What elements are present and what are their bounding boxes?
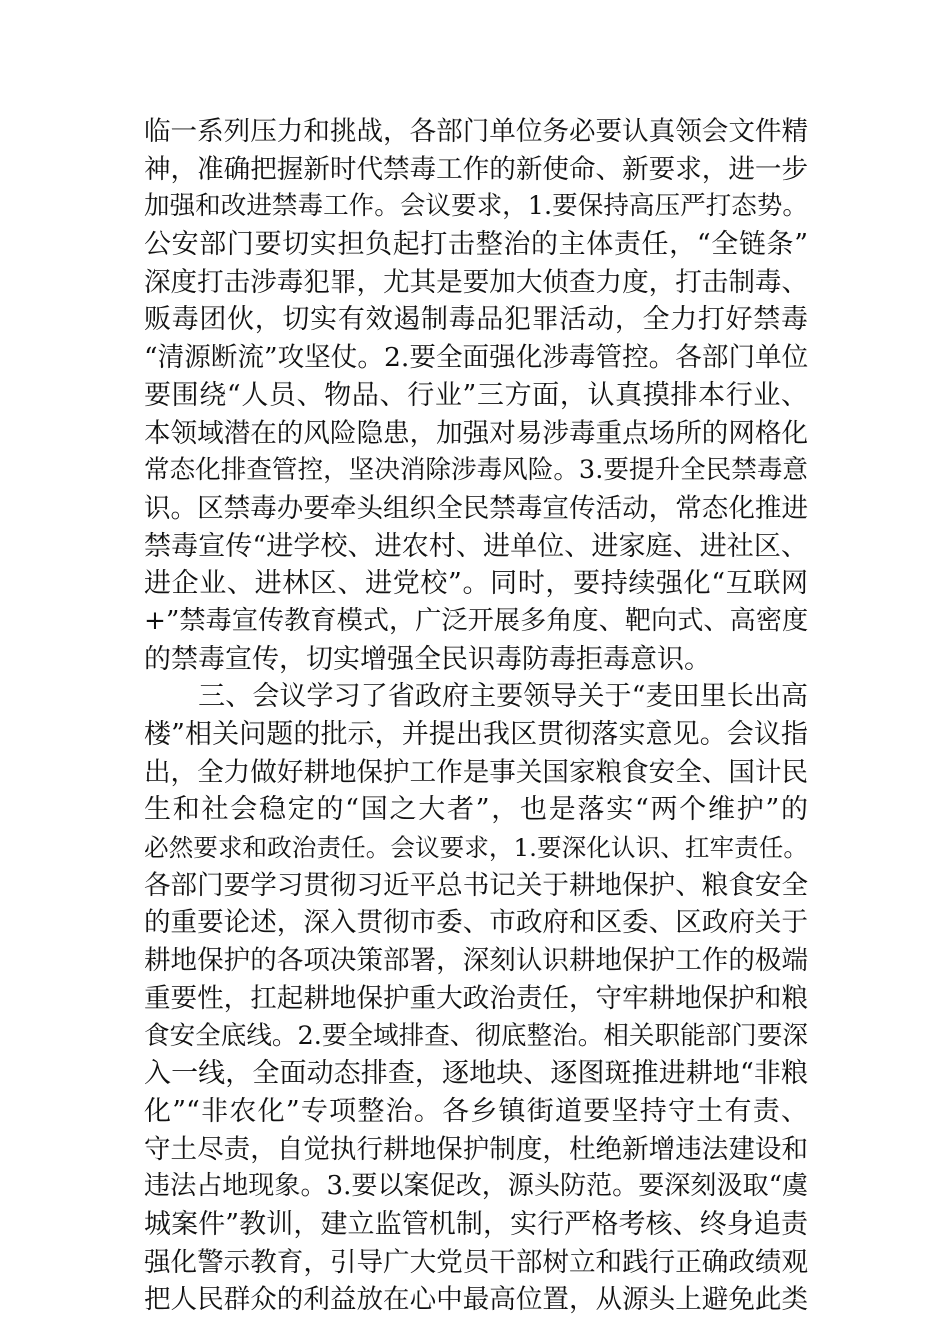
text-line: 公安部门要切实担负起打击整治的主体责任，“全链条” xyxy=(144,229,808,261)
text-line: 必然要求和政治责任。会议要求，1.要深化认识、扛牢责任。 xyxy=(144,833,808,863)
text-line: 神，准确把握新时代禁毒工作的新使命、新要求，进一步 xyxy=(144,153,808,185)
text-line: 本领域潜在的风险隐患，加强对易涉毒重点场所的网格化 xyxy=(144,417,808,449)
text-line: 禁毒宣传“进学校、进农村、进单位、进家庭、进社区、 xyxy=(144,530,808,562)
text-line: 化”“非农化”专项整治。各乡镇街道要坚持守土有责、 xyxy=(144,1095,808,1127)
text-line: 出，全力做好耕地保护工作是事关国家粮食安全、国计民 xyxy=(144,756,808,788)
text-line: 要围绕“人员、物品、行业”三方面，认真摸排本行业、 xyxy=(144,379,808,411)
text-line: 贩毒团伙，切实有效遏制毒品犯罪活动，全力打好禁毒 xyxy=(144,304,808,336)
text-line: 耕地保护的各项决策部署，深刻认识耕地保护工作的极端 xyxy=(144,945,808,977)
text-line: 各部门要学习贯彻习近平总书记关于耕地保护、粮食安全 xyxy=(144,869,808,901)
text-line: 楼”相关问题的批示，并提出我区贯彻落实意见。会议指 xyxy=(144,719,808,750)
text-line: 入一线，全面动态排查，逐地块、逐图斑推进耕地“非粮 xyxy=(144,1058,808,1090)
text-line: 的重要论述，深入贯彻市委、市政府和区委、区政府关于 xyxy=(144,907,808,939)
text-line: 的禁毒宣传，切实增强全民识毒防毒拒毒意识。 xyxy=(144,643,711,675)
text-line: 临一系列压力和挑战，各部门单位务必要认真领会文件精 xyxy=(144,116,808,147)
body-text xyxy=(144,113,808,1319)
text-line: 三、会议学习了省政府主要领导关于“麦田里长出高 xyxy=(144,681,808,713)
text-line: 违法占地现象。3.要以案促改，源头防范。要深刻汲取“虞 xyxy=(144,1171,808,1202)
text-line: 加强和改进禁毒工作。会议要求，1.要保持高压严打态势。 xyxy=(144,191,808,222)
text-line: 重要性，扛起耕地保护重大政治责任，守牢耕地保护和粮 xyxy=(144,982,808,1014)
text-line: 进企业、进林区、进党校”。同时，要持续强化“互联网 xyxy=(144,568,808,600)
text-line: 常态化排查管控，坚决消除涉毒风险。3.要提升全民禁毒意 xyxy=(144,455,808,486)
text-line: 识。区禁毒办要牵头组织全民禁毒宣传活动，常态化推进 xyxy=(144,492,808,524)
text-line: 城案件”教训，建立监管机制，实行严格考核、终身追责 xyxy=(144,1208,808,1240)
text-line: 强化警示教育，引导广大党员干部树立和践行正确政绩观 xyxy=(144,1246,808,1278)
text-line: 食安全底线。2.要全域排查、彻底整治。相关职能部门要深 xyxy=(144,1020,808,1051)
text-line: 守土尽责，自觉执行耕地保护制度，杜绝新增违法建设和 xyxy=(144,1133,808,1165)
text-line: “清源断流”攻坚仗。2.要全面强化涉毒管控。各部门单位 xyxy=(144,342,809,374)
text-line: 把人民群众的利益放在心中最高位置，从源头上避免此类 xyxy=(144,1284,808,1316)
text-line: +”禁毒宣传教育模式，广泛开展多角度、靶向式、高密度 xyxy=(144,605,809,636)
text-line: 深度打击涉毒犯罪，尤其是要加大侦查力度，打击制毒、 xyxy=(144,266,808,298)
text-line: 生和社会稳定的“国之大者”，也是落实“两个维护”的 xyxy=(144,794,808,826)
